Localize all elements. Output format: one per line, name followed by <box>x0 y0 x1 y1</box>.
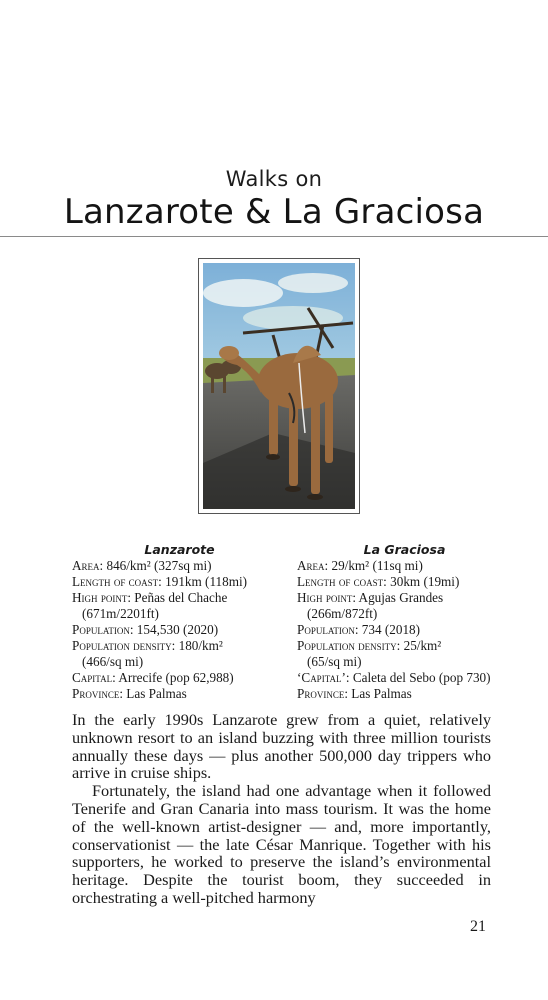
lanzarote-facts <box>72 542 287 702</box>
paragraph-1: In the early 1990s Lanzarote grew from a quiet, relatively unknown resort to an island buzzing with three million tourists annually these days — plus another 500,000 day trippers who arrive in cruise ships. <box>72 710 491 783</box>
paragraph-2: Fortunately, the island had one advantage when it followed Tenerife and Gran Canaria into mass tourism. It was the home of the well-known artist-designer — and, more importantly, conservationist — the late César Manrique. Together with his supporters, he worked to preserve the island’s environmental heritage. Despite the tourist boom, they succeeded in orchestrating a well-pitched harmony <box>72 781 491 907</box>
book-subtitle: Walks on <box>225 167 323 191</box>
island-facts <box>72 542 512 702</box>
book-title: Lanzarote & La Graciosa <box>63 192 485 232</box>
lanzarote-heading: Lanzarote <box>144 542 215 557</box>
fact-province: Province: Las Palmas <box>72 686 187 701</box>
fact-density-cont: (65/sq mi) <box>307 654 362 669</box>
title-block <box>0 166 548 232</box>
fact-high-point-cont: (671m/2201ft) <box>82 606 159 621</box>
fact-high-point-cont: (266m/872ft) <box>307 606 378 621</box>
graciosa-heading: La Graciosa <box>363 542 446 557</box>
title-rule <box>0 236 548 237</box>
fact-population: Population: 154,530 (2020) <box>72 622 219 637</box>
fact-coast: Length of coast: 191km (118mi) <box>72 574 248 589</box>
fact-area: Area: 846/km² (327sq mi) <box>72 558 212 573</box>
page-number: 21 <box>470 918 486 935</box>
fact-province: Province: Las Palmas <box>297 686 412 701</box>
fact-density: Population density: 180/km² <box>72 638 223 653</box>
fact-population: Population: 734 (2018) <box>297 622 421 637</box>
fact-coast: Length of coast: 30km (19mi) <box>297 574 460 589</box>
fact-capital: ‘Capital’: Caleta del Sebo (pop 730) <box>297 670 491 685</box>
fact-density: Population density: 25/km² <box>297 638 442 653</box>
camel-photo <box>198 258 360 514</box>
graciosa-facts <box>297 542 512 702</box>
camel-photo-icon <box>203 263 355 509</box>
fact-capital: Capital: Arrecife (pop 62,988) <box>72 670 234 685</box>
fact-density-cont: (466/sq mi) <box>82 654 144 669</box>
body-text <box>72 711 491 907</box>
fact-high-point: High point: Peñas del Chache <box>72 590 228 605</box>
fact-area: Area: 29/km² (11sq mi) <box>297 558 423 573</box>
fact-high-point: High point: Agujas Grandes <box>297 590 444 605</box>
